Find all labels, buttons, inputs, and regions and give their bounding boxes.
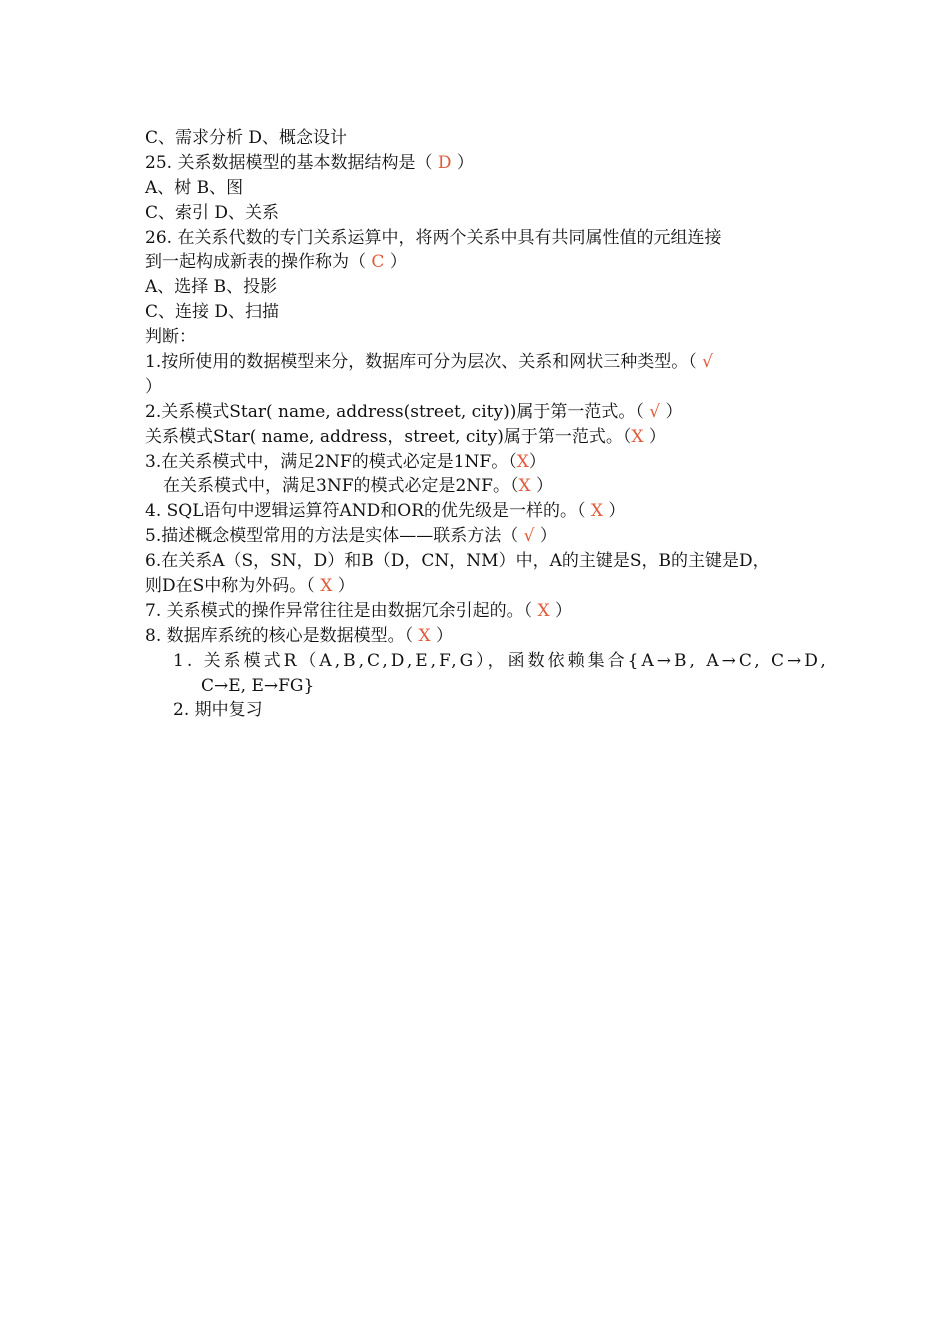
judgment-4: 4. SQL语句中逻辑运算符AND和OR的优先级是一样的。（ X ）	[145, 501, 626, 522]
answer-mark: D	[437, 152, 452, 173]
list-item-1: 1. 关系模式R（A,B,C,D,E,F,G），函数依赖集合{A→B, A→C, C→D,	[173, 650, 829, 671]
document-body	[145, 126, 829, 723]
text-line: 到一起构成新表的操作称为（ C ）	[145, 252, 407, 273]
answer-mark: √	[649, 401, 661, 422]
answer-mark: X	[320, 576, 333, 597]
answer-mark: X	[537, 600, 550, 621]
list-item-2: 2. 期中复习	[173, 700, 263, 721]
judgment-2: 2.关系模式Star( name, address(street, city))属于第一范式。（ √ ）	[145, 401, 683, 422]
text-line: C、索引 D、关系	[145, 202, 280, 223]
judgment-1: 1.按所使用的数据模型来分，数据库可分为层次、关系和网状三种类型。（ √	[145, 352, 713, 373]
judgment-5: 5.描述概念模型常用的方法是实体——联系方法（ √ ）	[145, 526, 557, 547]
list-item-1-cont: C→E, E→FG}	[201, 675, 315, 696]
judgment-8: 8. 数据库系统的核心是数据模型。（ X ）	[145, 625, 454, 646]
text-line: ）	[145, 376, 162, 397]
judgment-7: 7. 关系模式的操作异常往往是由数据冗余引起的。（ X ）	[145, 600, 573, 621]
answer-mark: X	[516, 451, 529, 472]
text-line: 则D在S中称为外码。（ X ）	[145, 576, 355, 597]
section-heading: 判断：	[145, 327, 196, 348]
judgment-2b: 关系模式Star( name, address，street, city)属于第一范式。（X ）	[145, 426, 666, 447]
judgment-3: 3.在关系模式中，满足2NF的模式必定是1NF。（X）	[145, 451, 546, 472]
text-line: C、连接 D、扫描	[145, 302, 280, 323]
judgment-3b: 在关系模式中，满足3NF的模式必定是2NF。（X ）	[163, 476, 553, 497]
text-line: A、树 B、图	[145, 177, 244, 198]
text-line: A、选择 B、投影	[145, 277, 278, 298]
answer-mark: √	[523, 526, 535, 547]
answer-mark: X	[518, 476, 531, 497]
question-26: 26. 在关系代数的专门关系运算中，将两个关系中具有共同属性值的元组连接	[145, 227, 722, 248]
answer-mark: X	[590, 501, 604, 522]
answer-mark: √	[702, 352, 713, 373]
text-line: C、需求分析 D、概念设计	[145, 128, 348, 148]
answer-mark: C	[371, 252, 385, 273]
answer-mark: X	[631, 426, 644, 447]
question-25: 25. 关系数据模型的基本数据结构是（ D ）	[145, 152, 474, 173]
answer-mark: X	[418, 625, 431, 646]
judgment-6: 6.在关系A（S，SN，D）和B（D，CN，NM）中，A的主键是S，B的主键是D，	[145, 551, 770, 572]
